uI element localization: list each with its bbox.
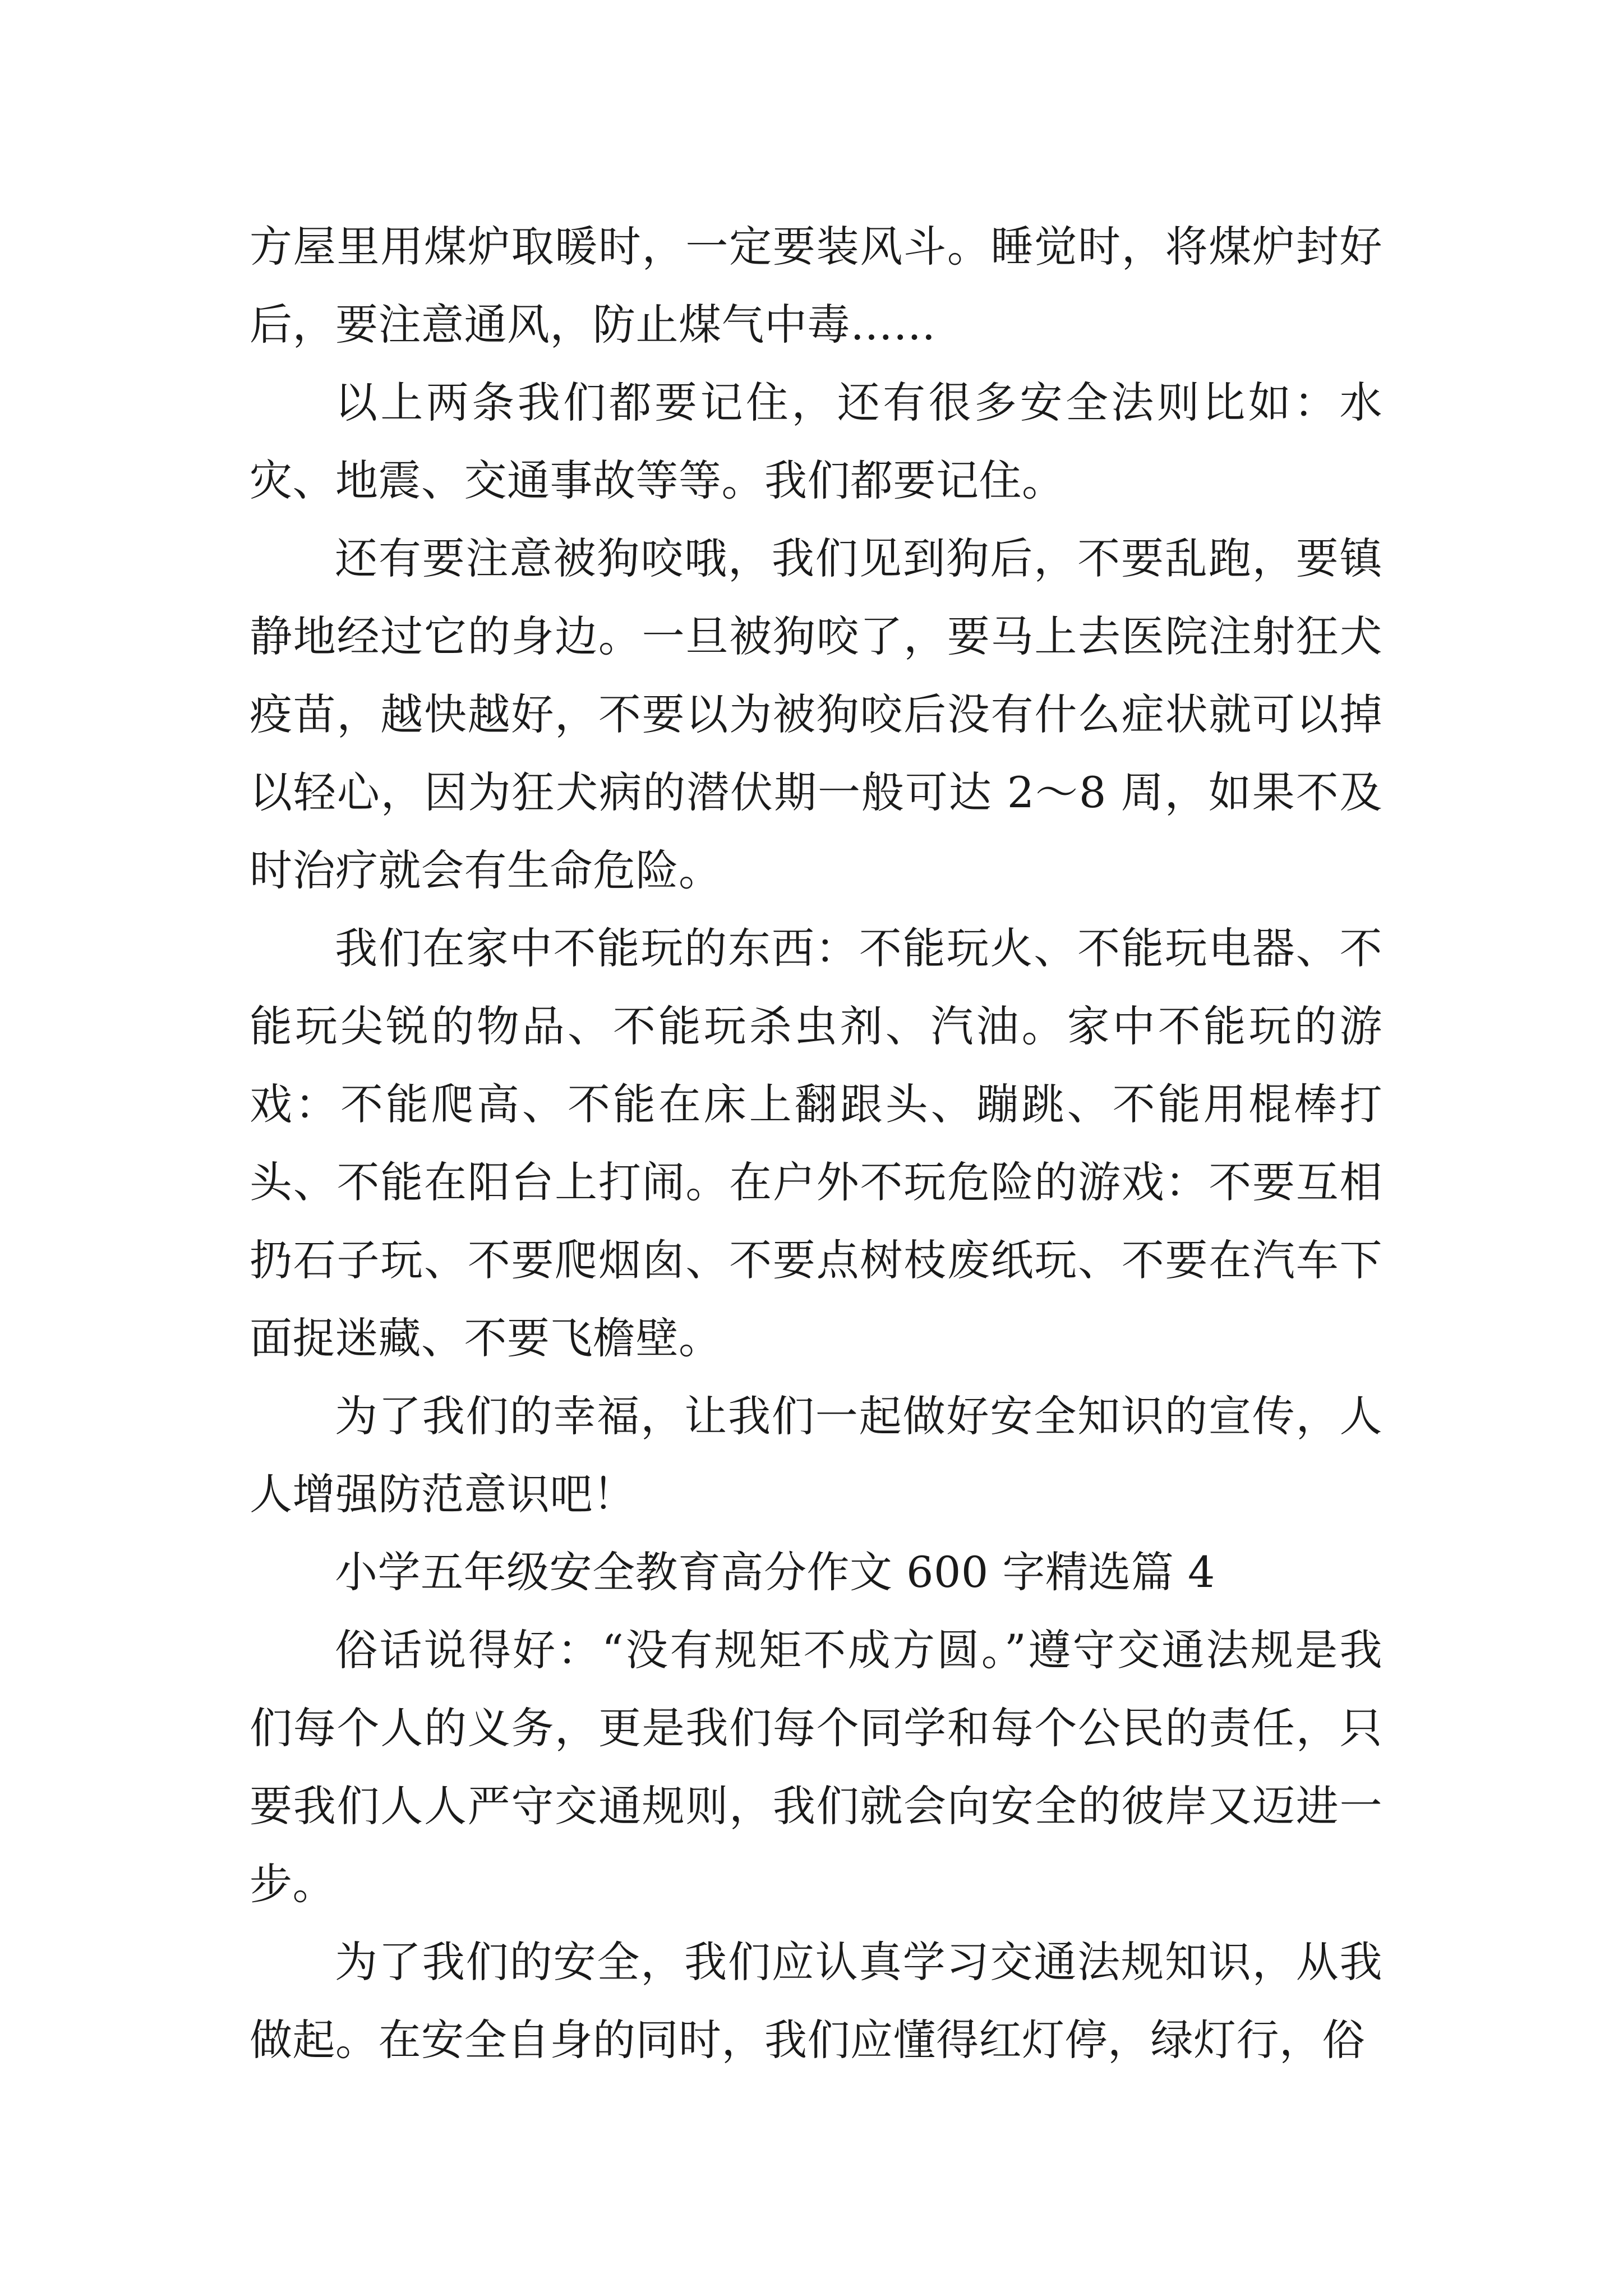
- paragraph-交通法规: 俗话说得好：“没有规矩不成方圆。”遵守交通法规是我们每个人的义务，更是我们每个同学和每个公民的责任，只要我们人人严守交通规则，我们就会向安全的彼岸又迈进一步。: [250, 1625, 1382, 1909]
- paragraph-狗咬: 还有要注意被狗咬哦，我们见到狗后，不要乱跑，要镇静地经过它的身边。一旦被狗咬了，要马上去医院注射狂犬疫苗，越快越好，不要以为被狗咬后没有什么症状就可以掉以轻心，因为狂犬病的潜伏期一般可达 2～8 周，如果不及时治疗就会有生命危险。: [250, 533, 1382, 895]
- paragraph-家中不能玩: 我们在家中不能玩的东西：不能玩火、不能玩电器、不能玩尖锐的物品、不能玩杀虫剂、汽油。家中不能玩的游戏：不能爬高、不能在床上翻跟头、蹦跳、不能用棍棒打头、不能在阳台上打闹。在户外不玩危险的游戏：不要互相扔石子玩、不要爬烟囱、不要点树枝废纸玩、不要在汽车下面捉迷藏、不要飞檐壁。: [250, 923, 1382, 1363]
- paragraph-宣传: 为了我们的幸福，让我们一起做好安全知识的宣传，人人增强防范意识吧！: [250, 1391, 1382, 1519]
- section-heading: 小学五年级安全教育高分作文 600 字精选篇 4: [335, 1547, 1215, 1597]
- paragraph-煤炉: 方屋里用煤炉取暖时，一定要装风斗。睡觉时，将煤炉封好后，要注意通风，防止煤气中毒……: [250, 222, 1382, 349]
- paragraph-红灯停: 为了我们的安全，我们应认真学习交通法规知识，从我做起。在安全自身的同时，我们应懂得红灯停，绿灯行，俗: [250, 1937, 1382, 2065]
- paragraph-安全法则: 以上两条我们都要记住，还有很多安全法则比如：水灾、地震、交通事故等等。我们都要记住。: [250, 378, 1382, 505]
- document-body: [250, 208, 1382, 2079]
